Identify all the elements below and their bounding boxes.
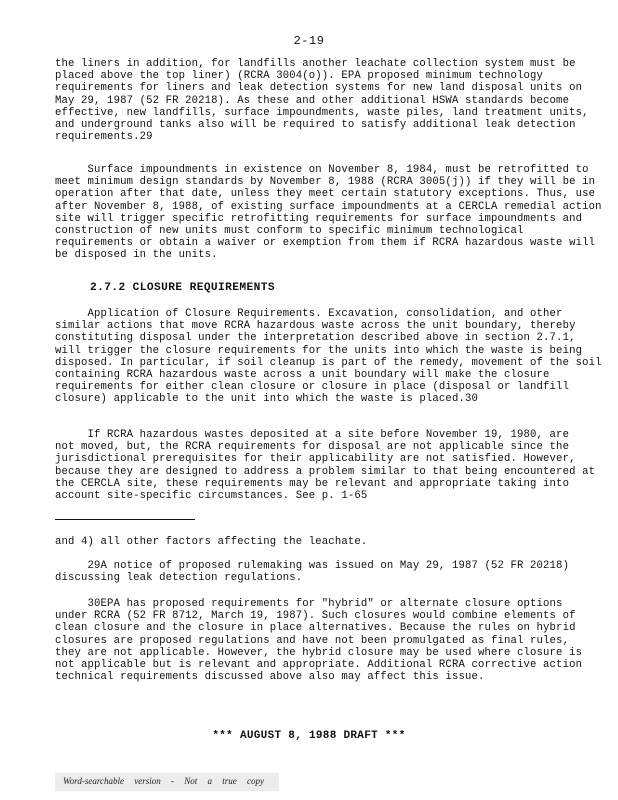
paragraph-pre-1980-wastes: If RCRA hazardous wastes deposited at a site before November 19, 1980, are not moved, but, the RCRA requirements for disposal are not applicable since the jurisdictional prerequisites for their applicability are not satisfied. However, because they are designed to address a problem similar to that being encountered at the CERCLA site, these requirements may be relevant and appropriate taking into account site-specific circumstances. See p. 1-65 bbox=[55, 429, 596, 503]
section-heading-closure-requirements: 2.7.2 CLOSURE REQUIREMENTS bbox=[90, 282, 275, 294]
paragraph-application-of-closure: Application of Closure Requirements. Excavation, consolidation, and other similar actions that move RCRA hazardous waste across the unit boundary, thereby constituting disposal under the interpretation described above in section 2.7.1, will trigger the closure requirements for the units into which the waste is being disposed. In particular, if soil cleanup is part of the remedy, movement of the soil containing RCRA hazardous waste across a unit boundary will make the closure requirements for either clean closure or closure in place (disposal or landfill closure) applicable to the unit into which the waste is placed.30 bbox=[55, 308, 602, 406]
paragraph-liner-requirements: the liners in addition, for landfills another leachate collection system must be placed above the top liner) (RCRA 3004(o)). EPA proposed minimum technology requirements for liners and leak detection systems for new land disposal units on May 29, 1987 (52 FR 20218). As these and other additional HSWA standards become effective, new landfills, surface impoundments, waste piles, land treatment units, and underground tanks also will be required to satisfy additional leak detection requirements.29 bbox=[55, 58, 589, 144]
draft-date-footer: *** AUGUST 8, 1988 DRAFT *** bbox=[212, 730, 406, 742]
disclaimer-text: Word-searchable version - Not a true copy bbox=[63, 776, 264, 786]
footnote-separator-rule bbox=[55, 519, 195, 520]
footnote-30: 30EPA has proposed requirements for "hybrid" or alternate closure options under RCRA (52 FR 8712, March 19, 1987). Such closures would combine elements of clean closure and the closure in place alternatives. Because the rules on hybrid closures are proposed regulations and have not been promulgated as final rules, they are not applicable. However, the hybrid closure may be used where closure is not applicable but is relevant and appropriate. Additional RCRA corrective action technical requirements discussed above also may affect this issue. bbox=[55, 598, 583, 684]
paragraph-surface-impoundments: Surface impoundments in existence on November 8, 1984, must be retrofitted to meet minimum design standards by November 8, 1988 (RCRA 3005(j)) if they will be in operation after that date, unless they meet certain statutory exceptions. Thus, use after November 8, 1988, of existing surface impoundments at a CERCLA remedial action site will trigger specific retrofitting requirements for surface impoundments and construction of new units must conform to specific minimum technological requirements or obtain a waiver or exemption from them if RCRA hazardous waste will be disposed in the units. bbox=[55, 164, 602, 262]
footnote-continuation: and 4) all other factors affecting the leachate. bbox=[55, 536, 368, 548]
page-number: 2-19 bbox=[293, 34, 325, 48]
disclaimer-banner bbox=[55, 773, 279, 791]
footnote-29: 29A notice of proposed rulemaking was issued on May 29, 1987 (52 FR 20218) discussing leak detection regulations. bbox=[55, 560, 570, 585]
